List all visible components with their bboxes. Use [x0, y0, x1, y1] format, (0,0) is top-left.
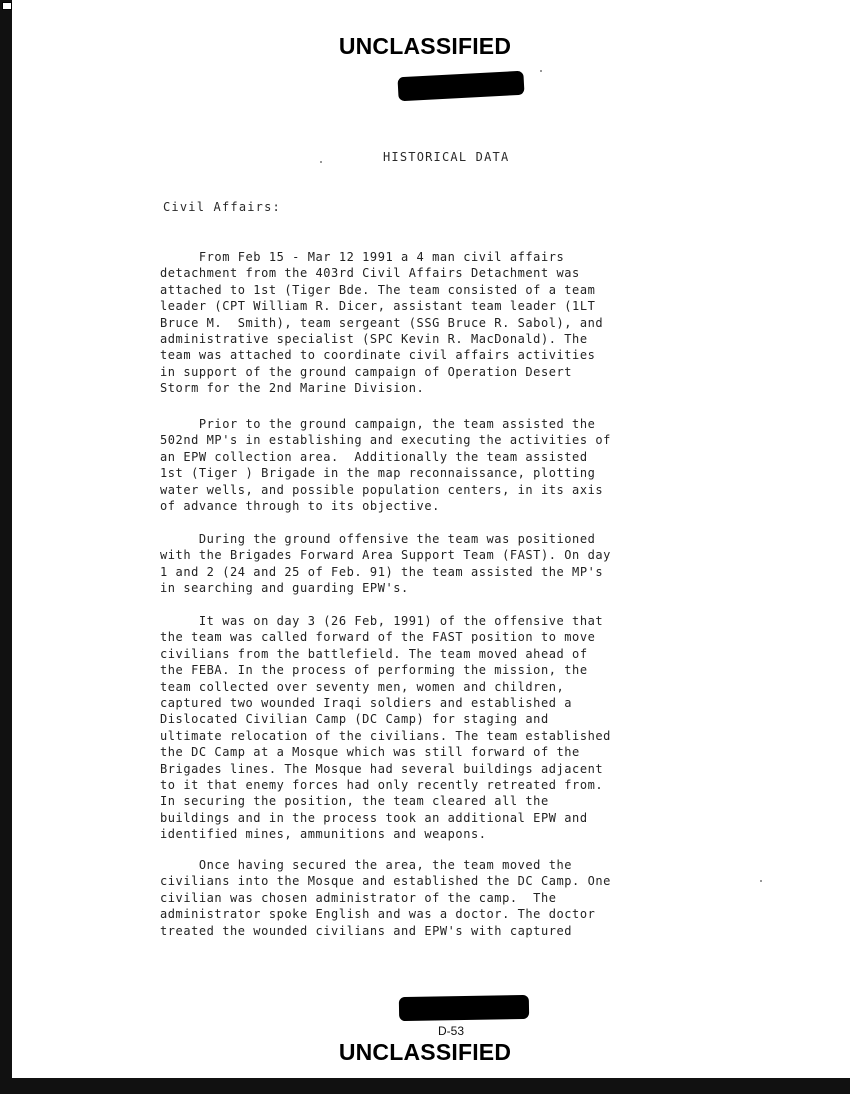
body-paragraph: Once having secured the area, the team moved the civilians into the Mosque and established the DC Camp. One civilian was chosen administrator of the camp. The administrator spoke English and was a doctor. The doctor treated the wounded civilians and EPW's with captured	[160, 858, 611, 938]
section-heading: Civil Affairs:	[163, 200, 281, 214]
scan-speck	[760, 880, 762, 882]
bottom-redaction-bar	[399, 995, 529, 1021]
bottom-classification-marking: UNCLASSIFIED	[338, 1039, 512, 1065]
page-number: D-53	[438, 1024, 465, 1038]
body-paragraph: From Feb 15 - Mar 12 1991 a 4 man civil affairs detachment from the 403rd Civil Affairs Detachment was attached to 1st (Tiger Bde. The team consisted of a team leader (CPT William R. Dicer, assistant team leader (1LT Bruce M. Smith), team sergeant (SSG Bruce R. Sabol), and administrative specialist (SPC Kevin R. MacDonald). The team was attached to coordinate civil affairs activities in support of the ground campaign of Operation Desert Storm for the 2nd Marine Division.	[160, 250, 604, 396]
top-redaction-bar	[397, 71, 524, 102]
body-paragraph: During the ground offensive the team was positioned with the Brigades Forward Area Support Team (FAST). On day 1 and 2 (24 and 25 of Feb. 91) the team assisted the MP's in searching and guarding EPW's.	[160, 532, 611, 596]
body-paragraph: Prior to the ground campaign, the team assisted the 502nd MP's in establishing and executing the activities of an EPW collection area. Additionally the team assisted 1st (Tiger ) Brigade in the map reconnaissance, plotting water wells, and possible population centers, in its axis of advance through to its objective.	[160, 417, 611, 514]
scan-bottom-border	[0, 1078, 850, 1094]
scan-left-border	[0, 0, 12, 1094]
top-classification-marking: UNCLASSIFIED	[338, 33, 512, 59]
page-heading: HISTORICAL DATA	[383, 150, 510, 164]
scan-speck	[540, 70, 542, 72]
scan-speck	[320, 161, 322, 163]
scan-corner-mark	[2, 2, 12, 10]
body-paragraph: It was on day 3 (26 Feb, 1991) of the offensive that the team was called forward of the FAST position to move civilians from the battlefield. The team moved ahead of the FEBA. In the process of performing the mission, the team collected over seventy men, women and children, captured two wounded Iraqi soldiers and established a Dislocated Civilian Camp (DC Camp) for staging and ultimate relocation of the civilians. The team established the DC Camp at a Mosque which was still forward of the Brigades lines. The Mosque had several buildings adjacent to it that enemy forces had only recently retreated from. In securing the position, the team cleared all the buildings and in the process took an additional EPW and identified mines, ammunitions and weapons.	[160, 614, 611, 842]
